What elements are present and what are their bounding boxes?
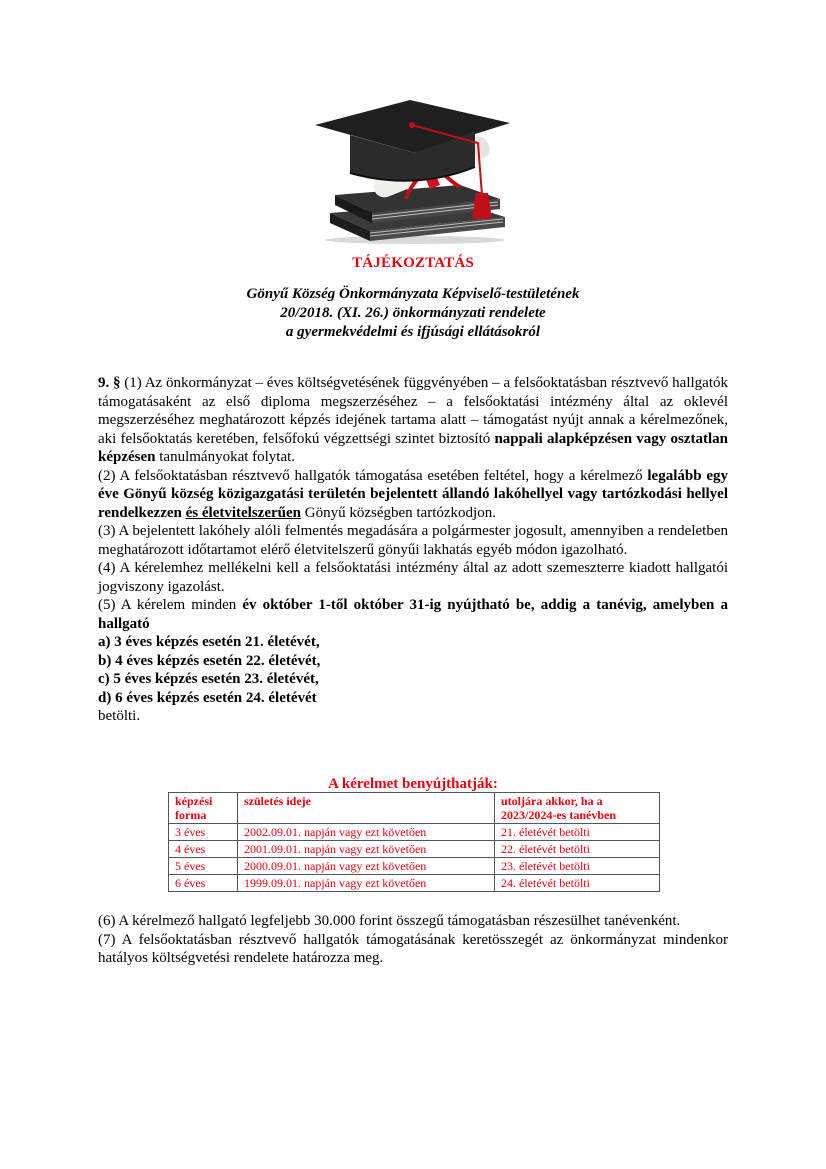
table-cell: 4 éves [169,841,238,858]
paragraph-5-end: betölti. [98,708,141,724]
regulation-body [98,374,728,726]
graduation-cap-books-diploma-icon [310,95,520,245]
subtitle-line: 20/2018. (XI. 26.) önkormányzati rendelete [280,305,546,321]
table-cell: 24. életévét betölti [495,875,660,892]
table-cell: 2002.09.01. napján vagy ezt követően [238,824,495,841]
paragraph-7: (7) A felsőoktatásban résztvevő hallgatók támogatásának keretösszegét az önkormányzat mindenkor hatályos költségvetési rendelete határozza meg. [98,931,728,966]
paragraph-4: (4) A kérelemhez mellékelni kell a felsőoktatási intézmény által az adott szemeszterre kiadott hallgatói jogviszony igazolást. [98,560,728,595]
list-item: a) 3 éves képzés esetén 21. életévét, [98,634,320,650]
column-header: utoljára akkor, ha a 2023/2024-es tanévben [495,793,660,824]
subtitle-line: Gönyű Község Önkormányzata Képviselő-testületének [246,286,580,302]
table-caption: A kérelmet benyújthatják: [328,776,498,792]
paragraph-5: (5) A kérelem minden év október 1-től október 31-ig nyújtható be, addig a tanévig, amelyben a hallgató [98,597,728,632]
regulation-subtitle [0,285,826,342]
table-cell: 2000.09.01. napján vagy ezt követően [238,858,495,875]
page-title: TÁJÉKOZTATÁS [352,255,474,271]
table-cell: 2001.09.01. napján vagy ezt követően [238,841,495,858]
paragraph-2: (2) A felsőoktatásban résztvevő hallgatók támogatása esetében feltétel, hogy a kérelmező legalább egy éve Gönyű község közigazgatási területén bejelentett állandó lakóhellyel vagy tartózkodási hellyel rendelkezzen és életvitelszerűen Gönyű községben tartózkodjon. [98,467,728,521]
list-item: d) 6 éves képzés esetén 24. életévét [98,689,317,706]
table-header-row [169,793,660,824]
section-number: 9. § [98,375,121,391]
table-cell: 3 éves [169,824,238,841]
regulation-body-end [98,912,728,968]
table-cell: 21. életévét betölti [495,824,660,841]
table-row [169,824,660,841]
paragraph-1: 9. § (1) Az önkormányzat – éves költségvetésének függvényében – a felsőoktatásban résztvevő hallgatók támogatásaként az első diploma megszerzéséhez – a felsőoktatási intézmény által az oklevél megszerzéséhez meghatározott képzés idejének tartama alatt – támogatást nyújt annak a kérelmezőnek, aki felsőoktatás keretében, felsőfokú végzettségi szintet biztosító nappali alapképzésen vagy osztatlan képzésen tanulmányokat folytat. [98,375,728,465]
table-cell: 5 éves [169,858,238,875]
table-cell: 6 éves [169,875,238,892]
column-header: képzési forma [169,793,238,824]
paragraph-3: (3) A bejelentett lakóhely alóli felmentés megadására a polgármester jogosult, amennyiben a rendeletben meghatározott időtartamot elérő életvitelszerű gönyűi lakhatás egyéb módon igazolható. [98,523,728,558]
column-header: születés ideje [238,793,495,824]
eligibility-table [168,792,660,892]
table-cell: 22. életévét betölti [495,841,660,858]
table-row [169,875,660,892]
subtitle-line: a gyermekvédelmi és ifjúsági ellátásokról [285,324,541,340]
list-item: b) 4 éves képzés esetén 22. életévét, [98,652,321,669]
paragraph-6: (6) A kérelmező hallgató legfeljebb 30.000 forint összegű támogatásban részesülhet tanévenként. [98,913,681,929]
list-item: c) 5 éves képzés esetén 23. életévét, [98,671,319,687]
table-cell: 23. életévét betölti [495,858,660,875]
table-row [169,841,660,858]
table-row [169,858,660,875]
table-cell: 1999.09.01. napján vagy ezt követően [238,875,495,892]
